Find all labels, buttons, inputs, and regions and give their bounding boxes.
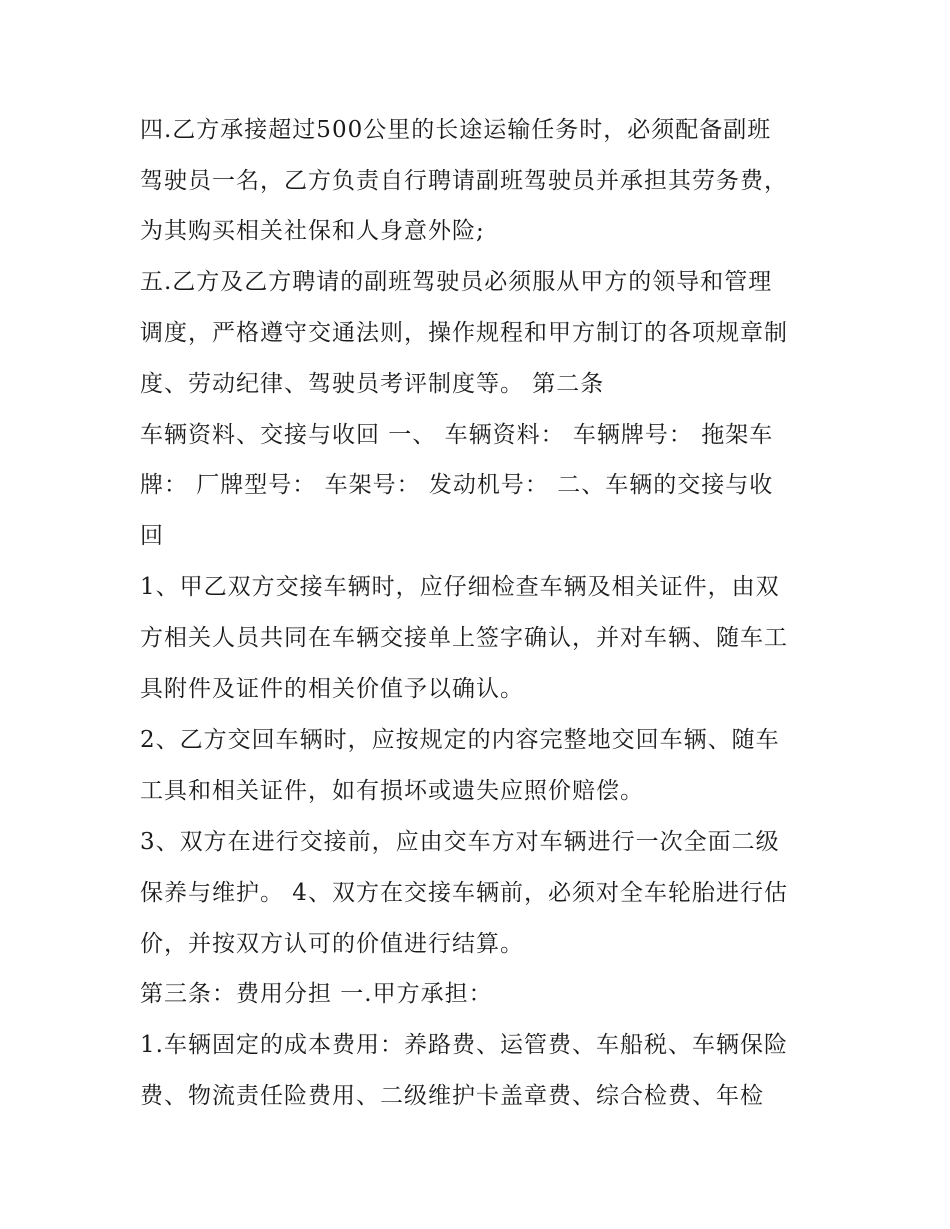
text-line: 保养与维护。 4、双方在交接车辆前，必须对全车轮胎进行估 xyxy=(140,880,788,906)
text-line: 费、物流责任险费用、二级维护卡盖章费、综合检费、年检 xyxy=(140,1083,764,1109)
text-line: 1、甲乙双方交接车辆时，应仔细检查车辆及相关证件，由双 xyxy=(140,574,780,600)
text-line: 第三条：费用分担 一.甲方承担： xyxy=(140,981,493,1007)
text-line: 四.乙方承接超过500公里的长途运输任务时，必须配备副班 xyxy=(140,117,772,143)
text-line: 方相关人员共同在车辆交接单上签字确认，并对车辆、随车工 xyxy=(140,625,788,651)
text-line: 调度，严格遵守交通法则，操作规程和甲方制订的各项规章制 xyxy=(140,320,788,346)
text-line: 3、双方在进行交接前，应由交车方对车辆进行一次全面二级 xyxy=(140,829,780,855)
text-line: 牌： 厂牌型号： 车架号： 发动机号： 二、车辆的交接与收 xyxy=(140,472,774,498)
text-line: 具附件及证件的相关价值予以确认。 xyxy=(140,676,524,702)
text-line: 车辆资料、交接与收回 一、 车辆资料： 车辆牌号： 拖架车 xyxy=(140,422,774,448)
text-line: 1.车辆固定的成本费用：养路费、运管费、车船税、车辆保险 xyxy=(140,1032,788,1058)
text-line: 2、乙方交回车辆时，应按规定的内容完整地交回车辆、随车 xyxy=(140,727,780,753)
text-line: 度、劳动纪律、驾驶员考评制度等。 第二条 xyxy=(140,371,605,397)
text-line: 回 xyxy=(140,523,164,549)
text-line: 为其购买相关社保和人身意外险; xyxy=(140,218,485,244)
text-line: 工具和相关证件，如有损坏或遗失应照价赔偿。 xyxy=(140,778,644,804)
text-line: 驾驶员一名，乙方负责自行聘请副班驾驶员并承担其劳务费， xyxy=(140,168,788,194)
text-line: 价，并按双方认可的价值进行结算。 xyxy=(140,931,524,957)
text-line: 五.乙方及乙方聘请的副班驾驶员必须服从甲方的领导和管理 xyxy=(140,269,773,295)
